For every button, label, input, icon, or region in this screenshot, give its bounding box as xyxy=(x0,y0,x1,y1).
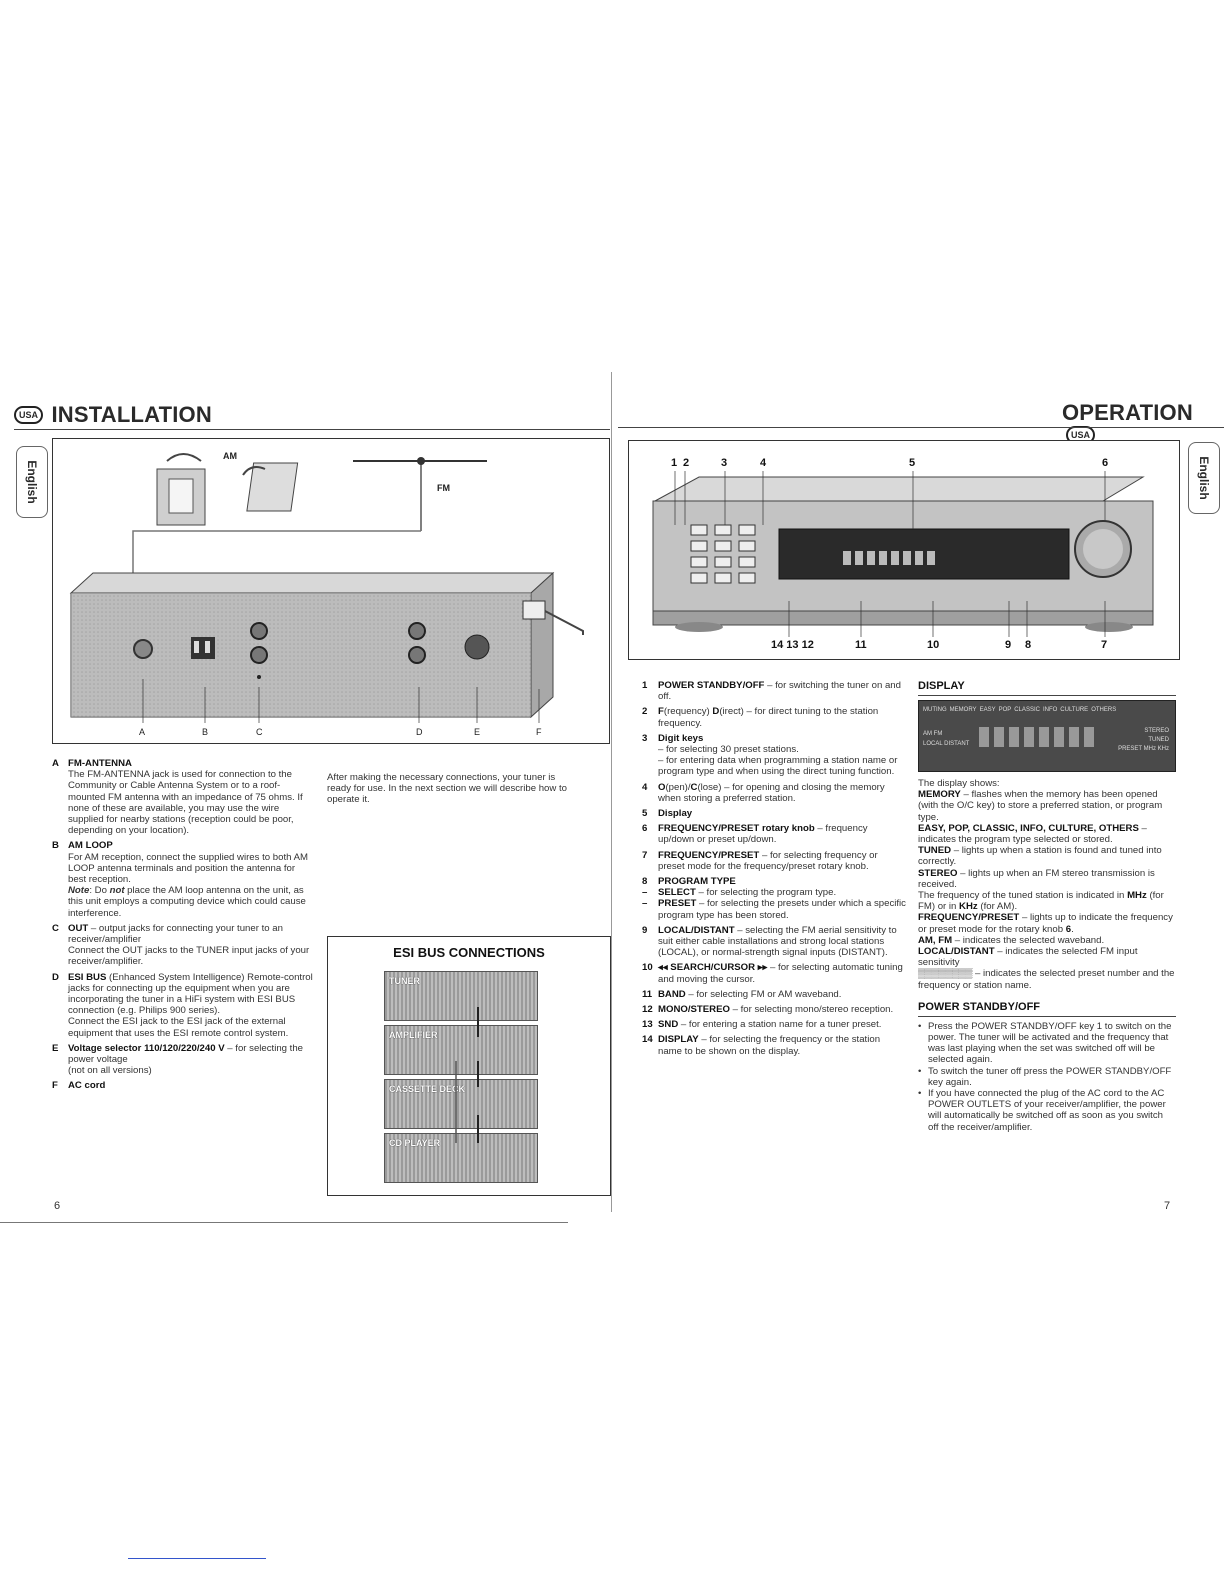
op-item-10: 10 ◂◂ SEARCH/CURSOR ▸▸ – for selecting automatic tuning and moving the cursor. xyxy=(642,962,903,985)
op-item-select: – SELECT – for selecting the program type. xyxy=(642,887,837,899)
esi-cables xyxy=(328,937,610,1195)
display-intro: The display shows: xyxy=(918,778,1000,789)
letter-b: B xyxy=(202,727,209,737)
op-item-3: 3 Digit keys – for selecting 30 preset stations. – for entering data when programming a station name or program type and when using the direct tuning function. xyxy=(642,732,898,778)
op-item-preset: – PRESET – for selecting the presets under which a specific program type has been stored. xyxy=(642,898,906,921)
display-entry-freq-preset: FREQUENCY/PRESET – lights up to indicate the frequency or preset mode for the rotary knob 6. xyxy=(918,912,1173,935)
center-fold xyxy=(611,372,612,1212)
callout-10: 10 xyxy=(927,639,940,651)
callout-7: 7 xyxy=(1101,639,1108,651)
callout-14-13-12: 14 13 12 xyxy=(771,639,814,651)
rear-panel-figure xyxy=(52,438,610,744)
letter-e: E xyxy=(474,727,481,737)
letter-f: F xyxy=(536,727,542,737)
left-header xyxy=(14,402,212,428)
power-bullet-1: • Press the POWER STANDBY/OFF key 1 to switch on the power. The tuner will be activated and the frequency that was last playing when the set was switched off will be selected again. xyxy=(918,1020,1172,1066)
page-title: OPERATION xyxy=(1062,400,1193,425)
esi-bus-box xyxy=(327,936,611,1196)
power-bullet-3: • If you have connected the plug of the AC cord to the AC POWER OUTLETS of your receiver/amplifier, the power will automatically be switched off as soon as you switch off the receiver/amplifier. xyxy=(918,1088,1166,1133)
op-item-8: 8 PROGRAM TYPE xyxy=(642,876,736,888)
letter-a: A xyxy=(139,727,146,737)
rear-panel-illustration xyxy=(53,439,609,743)
display-section xyxy=(918,680,1176,1133)
fm-label: FM xyxy=(437,483,450,493)
callout-4: 4 xyxy=(760,457,767,469)
op-item-1: 1 POWER STANDBY/OFF – for switching the tuner on and off. xyxy=(642,680,901,703)
language-tab: English xyxy=(16,446,48,518)
op-item-13: 13 SND – for entering a station name for a tuner preset. xyxy=(642,1019,882,1031)
header-rule xyxy=(618,427,1224,428)
esi-unit-amplifier: AMPLIFIER xyxy=(384,1025,538,1075)
callout-5: 5 xyxy=(909,457,916,469)
esi-title: ESI BUS CONNECTIONS xyxy=(393,945,545,960)
esi-unit-cd: CD PLAYER xyxy=(384,1133,538,1183)
op-item-14: 14 DISPLAY – for selecting the frequency or the station name to be shown on the display. xyxy=(642,1034,881,1057)
display-heading-rule xyxy=(918,695,1176,696)
display-entry-frequency: The frequency of the tuned station is indicated in MHz (for FM) or in KHz (for AM). xyxy=(918,890,1164,913)
power-heading: POWER STANDBY/OFF xyxy=(918,1000,1041,1013)
header-rule xyxy=(14,429,610,430)
am-label: AM xyxy=(223,451,237,461)
power-heading-rule xyxy=(918,1016,1176,1017)
display-heading: DISPLAY xyxy=(918,680,965,692)
letter-d: D xyxy=(416,727,423,737)
item-d: D ESI BUS (Enhanced System Intelligence) Remote-control jacks for connecting up the equipment when you are incorporating the tuner in a HiFi system with ESI BUS connection (e.g. Philips 900 series). Connect the ESI jack to the ESI jack of the external equipment that uses the ESI remote control system. xyxy=(52,971,313,1039)
page-number: 7 xyxy=(1164,1200,1171,1212)
item-b: B AM LOOP For AM reception, connect the supplied wires to both AM LOOP antenna terminals and position the antenna for best reception. Note: Do not place the AM loop antenna on the unit, as this unit employs a computing device which could cause interference. xyxy=(52,840,308,919)
page-number: 6 xyxy=(54,1200,61,1212)
display-entry-am-fm: AM, FM – indicates the selected waveband. xyxy=(918,934,1105,946)
installation-items xyxy=(52,758,314,1096)
op-item-11: 11 BAND – for selecting FM or AM waveband. xyxy=(642,988,842,1000)
op-item-6: 6 FREQUENCY/PRESET rotary knob – frequency up/down or preset up/down. xyxy=(642,823,868,846)
display-entry-memory: MEMORY – flashes when the memory has been opened (with the O/C key) to store a preferred station, or program type. xyxy=(918,789,1163,823)
op-item-12: 12 MONO/STEREO – for selecting mono/stereo reception. xyxy=(642,1004,894,1016)
callout-9: 9 xyxy=(1005,639,1012,651)
display-entry-tuned: TUNED – lights up when a station is found and tuned into correctly. xyxy=(918,845,1162,868)
front-panel-illustration xyxy=(629,441,1179,659)
usa-badge: USA xyxy=(1066,426,1095,444)
esi-unit-cassette: CASSETTE DECK xyxy=(384,1079,538,1129)
callout-3: 3 xyxy=(721,457,728,469)
item-e: E Voltage selector 110/120/220/240 V – for selecting the power voltage (not on all versions) xyxy=(52,1042,304,1077)
left-footer-rule xyxy=(0,1222,568,1223)
power-bullet-2: • To switch the tuner off press the POWER STANDBY/OFF key again. xyxy=(918,1065,1172,1088)
op-item-7: 7 FREQUENCY/PRESET – for selecting frequency or preset mode for the frequency/preset rotary knob. xyxy=(642,849,878,872)
callout-8: 8 xyxy=(1025,639,1032,651)
callout-2: 2 xyxy=(683,457,690,469)
callout-1: 1 xyxy=(671,457,678,469)
esi-unit-tuner: TUNER xyxy=(384,971,538,1021)
item-c: C OUT – output jacks for connecting your tuner to an receiver/amplifier Connect the OUT jacks to the TUNER input jacks of your receiver/amplifier. xyxy=(52,922,310,968)
right-header xyxy=(1062,400,1224,440)
display-entry-program-types: EASY, POP, CLASSIC, INFO, CULTURE, OTHERS – indicates the program type selected or stored. xyxy=(918,822,1147,846)
front-panel-figure xyxy=(628,440,1180,660)
display-entry-stereo: STEREO – lights up when an FM stereo transmission is received. xyxy=(918,867,1155,890)
operation-items xyxy=(642,680,906,1061)
after-connection-text: After making the necessary connections, your tuner is ready for use. In the next section we will describe how to operate it. xyxy=(327,772,567,806)
item-f: F AC cord xyxy=(52,1080,106,1092)
display-entry-preset-number: ▒▒▒▒▒▒▒▒ – indicates the selected preset number and the frequency or station name. xyxy=(918,968,1175,991)
op-item-9: 9 LOCAL/DISTANT – selecting the FM aerial sensitivity to suit either cable installations and strong local stations (LOCAL), or normal-strength signal inputs (DISTANT). xyxy=(642,924,897,959)
letter-c: C xyxy=(256,727,263,737)
page-title: INSTALLATION xyxy=(51,402,212,427)
item-a: A FM-ANTENNA The FM-ANTENNA jack is used for connection to the Community or Cable Antenna System or to a roof-mounted FM antenna with an impedance of 75 ohms. If none of these are available, you may use the wire supplied for nearby stations (reception could be poor, depending on your location). xyxy=(52,758,303,837)
display-entry-local-distant: LOCAL/DISTANT – indicates the selected FM input sensitivity xyxy=(918,946,1138,969)
usa-badge: USA xyxy=(14,406,43,424)
op-item-4: 4 O(pen)/C(lose) – for opening and closing the memory when storing a preferred station. xyxy=(642,781,885,804)
callout-11: 11 xyxy=(855,639,867,651)
op-item-2: 2 F(requency) D(irect) – for direct tuning to the station frequency. xyxy=(642,706,879,729)
op-item-5: 5 Display xyxy=(642,808,693,820)
callout-6: 6 xyxy=(1102,457,1109,469)
bottom-link-line xyxy=(128,1558,266,1559)
language-tab: English xyxy=(1188,442,1220,514)
display-panel-image: MUTING MEMORY EASY POP CLASSIC INFO CULTURE OTHERS AM FM LOCAL DISTANT STEREO TUNED PRESET MHz KHz xyxy=(918,700,1176,772)
